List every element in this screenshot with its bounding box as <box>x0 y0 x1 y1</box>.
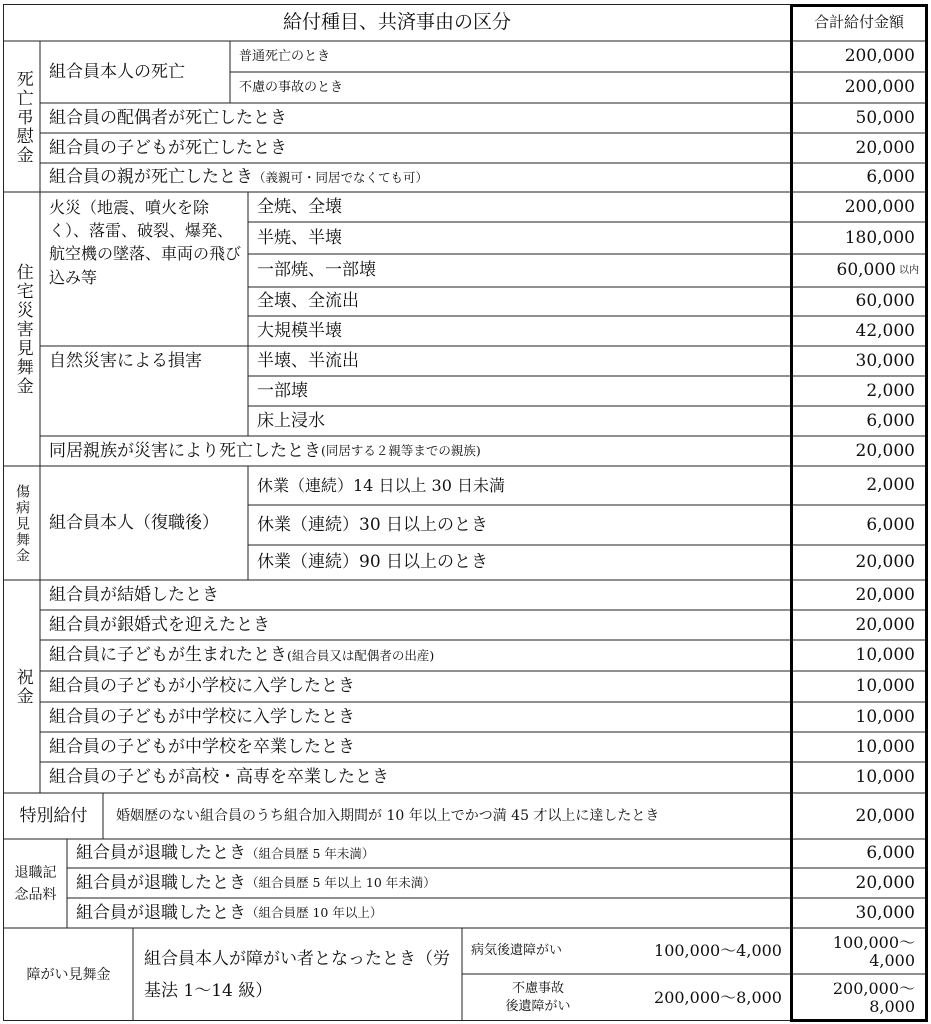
disaster-part-burn-label: 一部焼、一部壊 <box>257 260 376 281</box>
celebration-birth-note: (組合員又は配偶者の出産) <box>287 647 435 663</box>
retirement-five-to-ten-text: 組合員が退職したとき <box>76 872 246 893</box>
illness-leave14-amount: 2,000 <box>866 475 915 496</box>
disaster-half-burn-amount: 180,000 <box>844 227 915 248</box>
retirement-under5-amount: 6,000 <box>866 843 915 864</box>
celebration-junior-enter-label: 組合員の子どもが中学校に入学したとき <box>49 706 355 727</box>
celebration-elementary-amount: 10,000 <box>855 676 915 697</box>
disaster-large-half-amount: 42,000 <box>855 320 915 341</box>
death-normal-label: 普通死亡のとき <box>239 48 331 64</box>
category-disaster: 住宅災害見舞金 <box>12 263 33 396</box>
death-child-label: 組合員の子どもが死亡したとき <box>49 137 287 158</box>
death-child-amount: 20,000 <box>855 137 915 158</box>
retirement-over10-text: 組合員が退職したとき <box>76 902 246 923</box>
category-retirement-line1: 退職記 <box>14 864 57 881</box>
illness-leave30-amount: 6,000 <box>866 514 915 535</box>
celebration-high-grad-label: 組合員の子どもが高校・高専を卒業したとき <box>49 767 389 788</box>
celebration-birth-amount: 10,000 <box>855 645 915 666</box>
header-total-label: 合計給付金額 <box>813 13 904 32</box>
death-accident-label: 不慮の事故のとき <box>239 79 344 95</box>
celebration-junior-enter-amount: 10,000 <box>855 706 915 727</box>
retirement-under5-note: （組合員歴 5 年未満） <box>246 845 375 861</box>
retirement-over10-note: （組合員歴 10 年以上） <box>246 905 383 921</box>
disaster-half-wash-amount: 30,000 <box>855 350 915 371</box>
celebration-junior-grad-amount: 10,000 <box>855 736 915 757</box>
disability-accident-amount-l2: 8,000 <box>869 997 915 1016</box>
disaster-half-burn-label: 半焼、半壊 <box>257 227 342 248</box>
disaster-part-burn-note: 以内 <box>899 265 919 277</box>
retirement-over10-amount: 30,000 <box>855 902 915 923</box>
retirement-over10-label <box>68 899 790 928</box>
illness-self-label: 組合員本人（復職後） <box>49 512 219 533</box>
disability-illness-amount-l2: 4,000 <box>869 950 915 970</box>
celebration-high-grad-amount: 10,000 <box>855 767 915 788</box>
celebration-silver-amount: 20,000 <box>855 614 915 635</box>
disability-illness-label: 病気後遺障がい <box>471 943 563 959</box>
disaster-full-burn-label: 全焼、全壊 <box>257 196 342 217</box>
disaster-relative-death-amount: 20,000 <box>855 440 915 461</box>
disaster-relative-death-label <box>41 437 790 466</box>
death-parent-text: 組合員の親が死亡したとき <box>49 167 253 188</box>
disability-accident-range: 200,000～8,000 <box>654 987 782 1007</box>
disability-accident-label-l1: 不慮事故 <box>511 981 564 997</box>
disaster-part-burn-value: 60,000 <box>836 260 896 281</box>
disaster-fire-cause: 火災（地震、噴火を除く）、落雷、破裂、爆発、航空機の墜落、車両の飛び込み等 <box>49 198 242 287</box>
disaster-part-label: 一部壊 <box>257 380 308 401</box>
disability-accident-amount <box>793 975 925 1021</box>
disability-illness-amount-l1: 100,000～ <box>832 932 915 952</box>
category-illness: 傷病見舞金 <box>14 483 31 564</box>
disaster-part-amount: 2,000 <box>866 380 915 401</box>
category-disability: 障がい見舞金 <box>26 966 111 983</box>
category-death: 死亡弔慰金 <box>12 69 33 165</box>
disaster-half-wash-label: 半壊、半流出 <box>257 350 359 371</box>
death-accident-amount: 200,000 <box>844 77 915 98</box>
retirement-five-to-ten-amount: 20,000 <box>855 872 915 893</box>
category-special: 特別給付 <box>19 805 88 826</box>
disability-accident-label <box>463 975 613 1021</box>
illness-leave90-amount: 20,000 <box>855 552 915 573</box>
disability-illness-range: 100,000～4,000 <box>654 941 782 961</box>
death-spouse-label: 組合員の配偶者が死亡したとき <box>49 107 287 128</box>
disaster-flood-amount: 6,000 <box>866 410 915 431</box>
disability-illness-amount <box>793 929 925 974</box>
disaster-natural-cause: 自然災害による損害 <box>49 350 202 371</box>
celebration-junior-grad-label: 組合員の子どもが中学校を卒業したとき <box>49 736 355 757</box>
illness-leave90-label: 休業（連続）90 日以上のとき <box>257 552 489 573</box>
illness-leave30-label: 休業（連続）30 日以上のとき <box>257 514 489 535</box>
category-celebration: 祝金 <box>12 668 33 706</box>
disability-accident-label-l2: 後遺障がい <box>505 999 571 1014</box>
celebration-elementary-label: 組合員の子どもが小学校に入学したとき <box>49 676 355 697</box>
disaster-large-half-label: 大規模半壊 <box>257 320 342 341</box>
category-retirement-line2: 念品料 <box>14 887 57 903</box>
death-parent-label <box>41 164 790 192</box>
celebration-silver-label: 組合員が銀婚式を迎えたとき <box>49 614 270 635</box>
header-title: 給付種目、共済事由の区分 <box>282 11 511 34</box>
special-amount: 20,000 <box>855 805 915 826</box>
special-desc: 婚姻歴のない組合員のうち組合加入期間が 10 年以上でかつ満 45 才以上に達したとき <box>116 808 660 825</box>
illness-leave14-label: 休業（連続）14 日以上 30 日未満 <box>257 475 505 495</box>
death-spouse-amount: 50,000 <box>855 107 915 128</box>
celebration-marriage-label: 組合員が結婚したとき <box>49 584 219 605</box>
category-retirement <box>4 840 67 928</box>
disaster-full-burn-amount: 200,000 <box>844 196 915 217</box>
death-self-label: 組合員本人の死亡 <box>49 61 185 82</box>
disability-desc: 組合員本人が障がい者となったとき（労基法 1～14 級） <box>144 949 450 1002</box>
disaster-full-wash-label: 全壊、全流出 <box>257 291 359 312</box>
disaster-relative-death-text: 同居親族が災害により死亡したとき <box>49 440 321 461</box>
celebration-marriage-amount: 20,000 <box>855 584 915 605</box>
retirement-five-to-ten-label <box>68 869 790 898</box>
disaster-flood-label: 床上浸水 <box>257 410 325 431</box>
celebration-birth-text: 組合員に子どもが生まれたとき <box>49 645 287 666</box>
celebration-birth-label <box>41 641 790 671</box>
retirement-under5-label <box>68 840 790 868</box>
retirement-under5-text: 組合員が退職したとき <box>76 843 246 864</box>
disaster-relative-death-note: (同居する２親等までの親族) <box>321 443 481 459</box>
death-normal-amount: 200,000 <box>844 46 915 67</box>
disaster-part-burn-amount <box>793 255 925 287</box>
disaster-full-wash-amount: 60,000 <box>855 291 915 312</box>
death-parent-note: （義親可・同居でなくても可） <box>253 169 429 185</box>
death-parent-amount: 6,000 <box>866 167 915 188</box>
disability-accident-amount-l1: 200,000～ <box>832 979 915 999</box>
retirement-five-to-ten-note: （組合員歴 5 年以上 10 年未満） <box>246 875 436 891</box>
